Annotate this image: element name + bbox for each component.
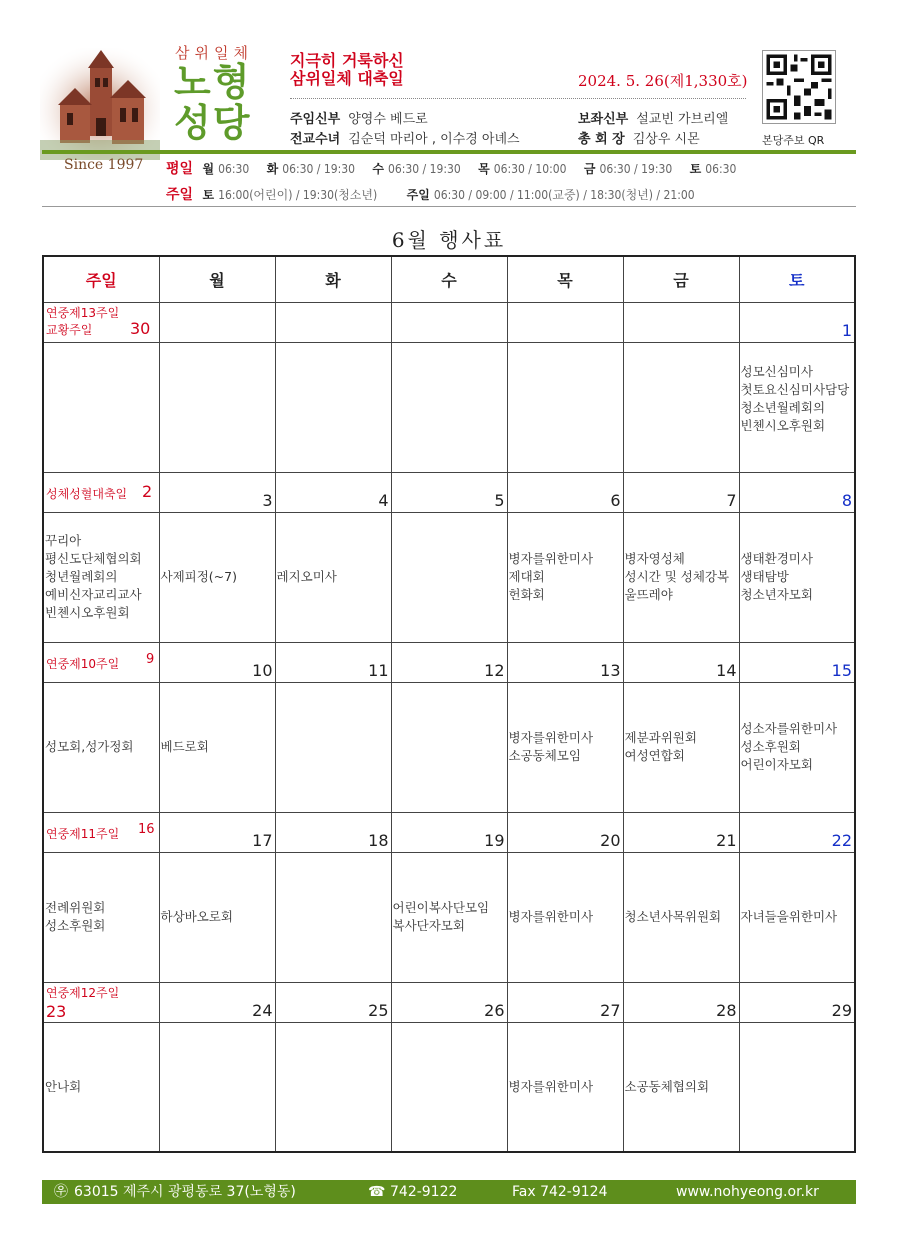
event-item: 성소후원회 bbox=[45, 918, 106, 933]
date-cell bbox=[159, 812, 275, 852]
sunday-date-number: 23 bbox=[46, 1001, 67, 1021]
feast-title-line2: 삼위일체 대축일 bbox=[290, 69, 404, 88]
liturgical-day-label: 연중제13주일 bbox=[46, 305, 120, 320]
event-item: 어린이복사단모임 bbox=[392, 900, 490, 915]
date-number: 22 bbox=[831, 830, 852, 850]
liturgical-day-label: 성체성혈대축일 bbox=[46, 486, 128, 501]
date-number: 26 bbox=[484, 1000, 505, 1020]
date-cell bbox=[391, 812, 507, 852]
date-cell bbox=[391, 472, 507, 512]
date-number: 1 bbox=[841, 320, 852, 340]
date-cell bbox=[623, 982, 739, 1022]
date-cell bbox=[159, 982, 275, 1022]
header-thursday: 목 bbox=[507, 256, 623, 302]
header-saturday: 토 bbox=[739, 256, 855, 302]
event-item: 여성연합회 bbox=[624, 748, 685, 763]
date-number: 18 bbox=[368, 830, 389, 850]
event-cell bbox=[159, 512, 275, 642]
event-item: 성모신심미사 bbox=[740, 363, 813, 379]
staff-person: 설교빈 가브리엘 bbox=[636, 112, 729, 127]
sunday-date-cell bbox=[43, 472, 159, 512]
event-cell bbox=[739, 682, 855, 812]
mass-day: 월 bbox=[202, 162, 215, 176]
event-cell bbox=[507, 512, 623, 642]
date-number: 7 bbox=[726, 490, 737, 510]
event-item: 소공동체협의회 bbox=[624, 1078, 710, 1094]
event-cell bbox=[391, 512, 507, 642]
date-number: 28 bbox=[716, 1000, 737, 1020]
staff-person: 양영수 베드로 bbox=[348, 112, 428, 127]
week-date-row bbox=[43, 982, 855, 1022]
event-item: 제대회 bbox=[508, 569, 545, 584]
address-icon: ㉾ bbox=[54, 1184, 68, 1200]
church-name-line2: 성당 bbox=[174, 101, 252, 145]
date-number: 5 bbox=[494, 490, 505, 510]
week-event-row bbox=[43, 682, 855, 812]
event-cell bbox=[275, 852, 391, 982]
date-number: 24 bbox=[252, 1000, 273, 1020]
event-cell bbox=[623, 512, 739, 642]
date-cell bbox=[507, 642, 623, 682]
event-cell bbox=[507, 342, 623, 472]
sunday-date-number: 2 bbox=[142, 481, 153, 501]
event-item: 첫토요신심미사담당 bbox=[740, 381, 850, 397]
header-tuesday: 화 bbox=[275, 256, 391, 302]
event-cell bbox=[275, 512, 391, 642]
date-cell bbox=[507, 302, 623, 342]
sunday-date-cell bbox=[43, 302, 159, 342]
event-cell bbox=[507, 682, 623, 812]
liturgical-day-label: 교황주일 bbox=[46, 322, 93, 337]
qr-label: 본당주보 QR bbox=[762, 134, 825, 147]
staff-president bbox=[578, 128, 700, 147]
date-cell bbox=[623, 642, 739, 682]
mass-day: 주일 bbox=[406, 188, 430, 202]
date-number: 8 bbox=[841, 490, 852, 510]
event-cell bbox=[159, 342, 275, 472]
event-item: 어린이자모회 bbox=[740, 757, 813, 772]
week-event-row bbox=[43, 512, 855, 642]
event-item: 병자를위한미사 bbox=[508, 551, 594, 566]
mass-times: 06:30 bbox=[705, 162, 737, 176]
event-cell bbox=[43, 512, 159, 642]
date-cell bbox=[739, 642, 855, 682]
staff-person: 김순덕 마리아 , 이수경 아녜스 bbox=[348, 132, 520, 147]
calendar-title: 6월 행사표 bbox=[391, 228, 507, 252]
week-date-row bbox=[43, 472, 855, 512]
date-number: 25 bbox=[368, 1000, 389, 1020]
event-item: 복사단자모회 bbox=[392, 918, 465, 933]
week-date-row bbox=[43, 642, 855, 682]
header-wednesday: 수 bbox=[391, 256, 507, 302]
date-cell bbox=[507, 472, 623, 512]
staff-person: 김상우 시몬 bbox=[632, 132, 700, 147]
event-item: 안나회 bbox=[45, 1078, 82, 1094]
week-date-row bbox=[43, 302, 855, 342]
date-number: 10 bbox=[252, 660, 273, 680]
event-item: 평신도단체협의회 bbox=[45, 551, 142, 566]
event-item: 병자를위한미사 bbox=[508, 909, 594, 924]
event-cell bbox=[391, 852, 507, 982]
event-item: 성소후원회 bbox=[740, 739, 801, 754]
liturgical-day-label: 연중제12주일 bbox=[46, 985, 120, 1000]
sunday-date-number: 30 bbox=[130, 318, 151, 338]
liturgical-day-label: 연중제11주일 bbox=[46, 826, 120, 841]
sunday-date-number: 16 bbox=[138, 821, 155, 837]
staff-role: 총 회 장 bbox=[578, 132, 625, 147]
event-cell bbox=[391, 682, 507, 812]
week-event-row bbox=[43, 1022, 855, 1152]
date-number: 3 bbox=[262, 490, 273, 510]
header-green-rule bbox=[42, 150, 856, 154]
mass-day: 목 bbox=[478, 162, 490, 176]
date-cell bbox=[391, 982, 507, 1022]
since-year: Since 1997 bbox=[64, 157, 144, 173]
event-cell bbox=[43, 342, 159, 472]
date-number: 6 bbox=[610, 490, 621, 510]
event-cell bbox=[391, 1022, 507, 1152]
date-cell bbox=[739, 812, 855, 852]
event-item: 청소년사목위원회 bbox=[624, 909, 722, 924]
event-cell bbox=[159, 682, 275, 812]
staff-assistant bbox=[578, 108, 728, 127]
church-name-line1: 노형 bbox=[174, 60, 252, 104]
schedule-divider bbox=[42, 206, 856, 207]
week-date-row bbox=[43, 812, 855, 852]
date-cell bbox=[507, 812, 623, 852]
header-monday: 월 bbox=[159, 256, 275, 302]
event-cell bbox=[275, 1022, 391, 1152]
parish-subtitle: 삼위일체 bbox=[175, 44, 253, 62]
mass-day: 토 bbox=[202, 188, 215, 202]
date-cell bbox=[275, 472, 391, 512]
header-divider bbox=[290, 98, 746, 99]
date-cell bbox=[739, 302, 855, 342]
event-cell bbox=[159, 852, 275, 982]
event-item: 성모회,성가정회 bbox=[45, 739, 134, 754]
event-item: 빈첸시오후원회 bbox=[45, 605, 130, 620]
date-cell bbox=[275, 812, 391, 852]
date-number: 12 bbox=[484, 660, 505, 680]
date-cell bbox=[507, 982, 623, 1022]
event-item: 성시간 및 성체강복 bbox=[624, 569, 730, 584]
event-item: 예비신자교리교사 bbox=[45, 587, 142, 602]
event-cell bbox=[739, 342, 855, 472]
date-cell bbox=[159, 472, 275, 512]
event-cell bbox=[507, 1022, 623, 1152]
event-cell bbox=[623, 1022, 739, 1152]
header-friday: 금 bbox=[623, 256, 739, 302]
weekday-label: 평일 bbox=[166, 161, 194, 177]
sunday-date-cell bbox=[43, 982, 159, 1022]
date-number: 4 bbox=[378, 490, 389, 510]
church-illustration bbox=[40, 48, 160, 160]
footer-fax: Fax 742-9124 bbox=[512, 1184, 608, 1200]
event-item: 꾸리아 bbox=[45, 533, 82, 548]
feast-title-line1: 지극히 거룩하신 bbox=[290, 51, 404, 70]
date-cell bbox=[623, 812, 739, 852]
event-item: 병자를위한미사 bbox=[508, 1078, 594, 1094]
mass-day: 토 bbox=[689, 162, 702, 176]
event-item: 제분과위원회 bbox=[624, 730, 697, 745]
event-cell bbox=[159, 1022, 275, 1152]
event-item: 청소년자모회 bbox=[740, 587, 813, 602]
sunday-date-cell bbox=[43, 812, 159, 852]
weekday-mass-times bbox=[166, 158, 736, 178]
event-item: 베드로회 bbox=[160, 739, 209, 754]
event-cell bbox=[739, 1022, 855, 1152]
mass-times: 06:30 / 19:30 bbox=[282, 162, 355, 176]
date-cell bbox=[739, 982, 855, 1022]
event-item: 전례위원회 bbox=[45, 900, 106, 915]
event-cell bbox=[275, 682, 391, 812]
event-item: 사제피정(~7) bbox=[160, 569, 237, 584]
sunday-label: 주일 bbox=[166, 187, 194, 203]
mass-day: 금 bbox=[583, 162, 596, 176]
event-cell bbox=[43, 852, 159, 982]
event-cell bbox=[623, 342, 739, 472]
week-event-row bbox=[43, 852, 855, 982]
event-item: 생태탐방 bbox=[740, 569, 789, 584]
date-number: 11 bbox=[368, 660, 389, 680]
staff-role: 전교수녀 bbox=[290, 132, 341, 147]
issue-date: 2024. 5. 26(제1,330호) bbox=[578, 72, 748, 90]
event-item: 병자영성체 bbox=[624, 551, 685, 566]
event-calendar bbox=[42, 255, 856, 1153]
mass-times: 06:30 / 10:00 bbox=[493, 162, 567, 176]
phone-icon: ☎ bbox=[368, 1184, 386, 1200]
event-item: 헌화회 bbox=[508, 587, 545, 602]
sunday-date-cell bbox=[43, 642, 159, 682]
date-cell bbox=[391, 302, 507, 342]
date-cell bbox=[623, 472, 739, 512]
mass-times: 06:30 / 09:00 / 11:00(교중) / 18:30(청년) / 21:00 bbox=[433, 188, 695, 202]
sunday-date-number: 9 bbox=[146, 651, 155, 667]
event-item: 청소년월례회의 bbox=[740, 399, 826, 415]
week-event-row bbox=[43, 342, 855, 472]
footer-address: 63015 제주시 광평동로 37(노형동) bbox=[74, 1184, 296, 1200]
event-item: 하상바오로회 bbox=[160, 909, 233, 924]
event-cell bbox=[739, 512, 855, 642]
event-cell bbox=[623, 682, 739, 812]
event-item: 생태환경미사 bbox=[740, 551, 813, 566]
event-item: 소공동체모임 bbox=[508, 748, 581, 763]
date-number: 21 bbox=[716, 830, 737, 850]
date-number: 14 bbox=[716, 660, 737, 680]
mass-times: 16:00(어린이) / 19:30(청소년) bbox=[218, 188, 378, 202]
date-number: 29 bbox=[831, 1000, 852, 1020]
mass-day: 화 bbox=[266, 162, 279, 176]
header-sunday: 주일 bbox=[43, 256, 159, 302]
date-cell bbox=[391, 642, 507, 682]
date-cell bbox=[159, 302, 275, 342]
event-cell bbox=[391, 342, 507, 472]
event-item: 병자를위한미사 bbox=[508, 730, 594, 745]
date-cell bbox=[275, 982, 391, 1022]
date-cell bbox=[275, 302, 391, 342]
event-cell bbox=[739, 852, 855, 982]
staff-role: 보좌신부 bbox=[578, 112, 629, 127]
event-item: 울뜨레야 bbox=[624, 587, 673, 602]
event-cell bbox=[507, 852, 623, 982]
event-cell bbox=[43, 682, 159, 812]
mass-day: 수 bbox=[372, 162, 384, 176]
event-item: 자녀들을위한미사 bbox=[740, 909, 838, 924]
staff-sisters bbox=[290, 128, 520, 147]
event-cell bbox=[43, 1022, 159, 1152]
staff-pastor bbox=[290, 108, 428, 127]
date-number: 13 bbox=[600, 660, 621, 680]
event-cell bbox=[623, 852, 739, 982]
mass-times: 06:30 bbox=[218, 162, 250, 176]
liturgical-day-label: 연중제10주일 bbox=[46, 656, 120, 671]
date-cell bbox=[623, 302, 739, 342]
event-cell bbox=[275, 342, 391, 472]
staff-role: 주임신부 bbox=[290, 112, 341, 127]
weekday-header-row bbox=[43, 256, 855, 302]
date-number: 19 bbox=[484, 830, 505, 850]
date-number: 17 bbox=[252, 830, 273, 850]
date-number: 20 bbox=[600, 830, 621, 850]
date-cell bbox=[159, 642, 275, 682]
date-cell bbox=[739, 472, 855, 512]
mass-times: 06:30 / 19:30 bbox=[599, 162, 673, 176]
footer-website[interactable]: www.nohyeong.or.kr bbox=[676, 1184, 819, 1200]
event-item: 레지오미사 bbox=[276, 569, 337, 584]
mass-times: 06:30 / 19:30 bbox=[387, 162, 461, 176]
event-item: 성소자를위한미사 bbox=[740, 721, 838, 736]
sunday-mass-times bbox=[166, 184, 695, 204]
event-item: 빈첸시오후원회 bbox=[740, 417, 826, 433]
date-number: 27 bbox=[600, 1000, 621, 1020]
date-number: 15 bbox=[831, 660, 852, 680]
footer-bar bbox=[42, 1180, 856, 1204]
qr-code[interactable] bbox=[762, 50, 836, 124]
date-cell bbox=[275, 642, 391, 682]
event-item: 청년월례회의 bbox=[45, 569, 118, 584]
footer-phone: 742-9122 bbox=[390, 1184, 458, 1200]
